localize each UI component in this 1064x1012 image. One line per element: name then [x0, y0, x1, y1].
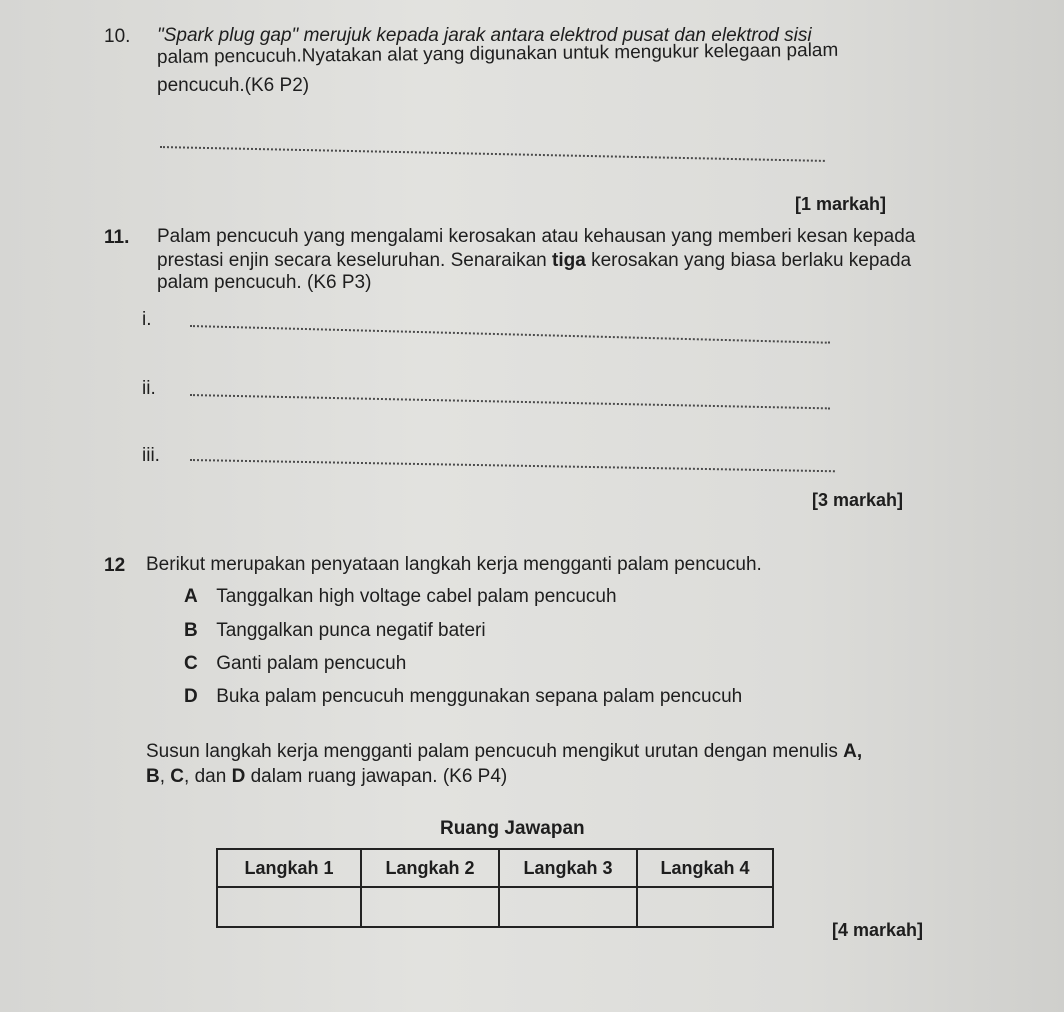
answer-cell-2[interactable] — [361, 887, 499, 927]
q11-line-2-b: kerosakan yang biasa berlaku kepada — [591, 250, 912, 271]
q12-option-b-text: Tanggalkan punca negatif bateri — [216, 620, 486, 641]
q12-option-c-text: Ganti palam pencucuh — [216, 653, 407, 674]
q11-item-i: i. — [142, 309, 152, 330]
q11-line-3: palam pencucuh. (K6 P3) — [157, 272, 372, 293]
answer-cell-3[interactable] — [499, 887, 637, 927]
answer-table — [216, 848, 774, 928]
header-langkah-3: Langkah 3 — [499, 849, 637, 887]
answer-space-title: Ruang Jawapan — [440, 818, 585, 839]
q11-line-2-bold: tiga — [552, 250, 586, 271]
q12-intro: Berikut merupakan penyataan langkah kerja mengganti palam pencucuh. — [146, 554, 762, 575]
q12-option-a — [184, 586, 617, 608]
q12-instr-sep2: , dan — [184, 766, 232, 787]
q10-answer-line[interactable] — [160, 146, 825, 162]
header-langkah-4: Langkah 4 — [637, 849, 773, 887]
q11-marks: [3 markah] — [812, 490, 904, 510]
q11-item-iii: iii. — [142, 445, 160, 466]
q12-instr-tail: dalam ruang jawapan. (K6 P4) — [245, 766, 508, 787]
q12-instr-d: D — [231, 766, 246, 787]
q11-line-2-a: prestasi enjin secara keseluruhan. Senaraikan — [157, 250, 547, 271]
q12-option-b — [184, 620, 486, 642]
q12-instr-sep1: , — [159, 766, 171, 787]
q12-option-d — [184, 686, 742, 708]
q11-answer-line-iii[interactable] — [190, 459, 835, 472]
q11-item-ii: ii. — [142, 378, 156, 399]
q11-number: 11. — [104, 227, 130, 248]
q11-answer-line-i[interactable] — [190, 325, 830, 344]
q12-option-c — [184, 653, 406, 675]
q12-option-a-letter: A — [184, 586, 198, 607]
q11-answer-line-ii[interactable] — [190, 394, 830, 409]
q11-line-2 — [157, 251, 911, 271]
q12-option-b-letter: B — [184, 620, 198, 641]
q10-marks: [1 markah] — [795, 194, 887, 214]
q12-instr-c: C — [170, 766, 185, 787]
answer-table-header-row — [217, 849, 773, 887]
q12-instr-b: B — [146, 766, 160, 787]
header-langkah-2: Langkah 2 — [361, 849, 499, 887]
q12-option-c-letter: C — [184, 653, 198, 674]
answer-table-row — [217, 887, 773, 927]
q12-instruction-line-1 — [146, 742, 862, 762]
q12-instruction-line-1-text: Susun langkah kerja mengganti palam pencucuh mengikut urutan dengan menulis — [146, 741, 838, 762]
q10-line-3: pencucuh.(K6 P2) — [157, 75, 310, 96]
q12-instruction-line-1-bold: A, — [843, 741, 863, 762]
q11-line-1: Palam pencucuh yang mengalami kerosakan atau kehausan yang memberi kesan kepada — [157, 226, 916, 247]
answer-cell-4[interactable] — [637, 887, 773, 927]
header-langkah-1: Langkah 1 — [217, 849, 361, 887]
q10-number: 10. — [104, 26, 131, 47]
answer-cell-1[interactable] — [217, 887, 361, 927]
q10-line-2: palam pencucuh.Nyatakan alat yang digunakan untuk mengukur kelegaan palam — [156, 39, 839, 68]
q12-number: 12 — [104, 555, 126, 576]
q12-marks: [4 markah] — [832, 920, 924, 940]
q12-option-a-text: Tanggalkan high voltage cabel palam pencucuh — [216, 586, 617, 607]
q12-option-d-text: Buka palam pencucuh menggunakan sepana palam pencucuh — [216, 686, 743, 707]
q12-instruction-line-2 — [146, 767, 507, 787]
q12-option-d-letter: D — [184, 686, 198, 707]
q10-line-1: "Spark plug gap" merujuk kepada jarak antara elektrod pusat dan elektrod sisi — [157, 25, 812, 46]
